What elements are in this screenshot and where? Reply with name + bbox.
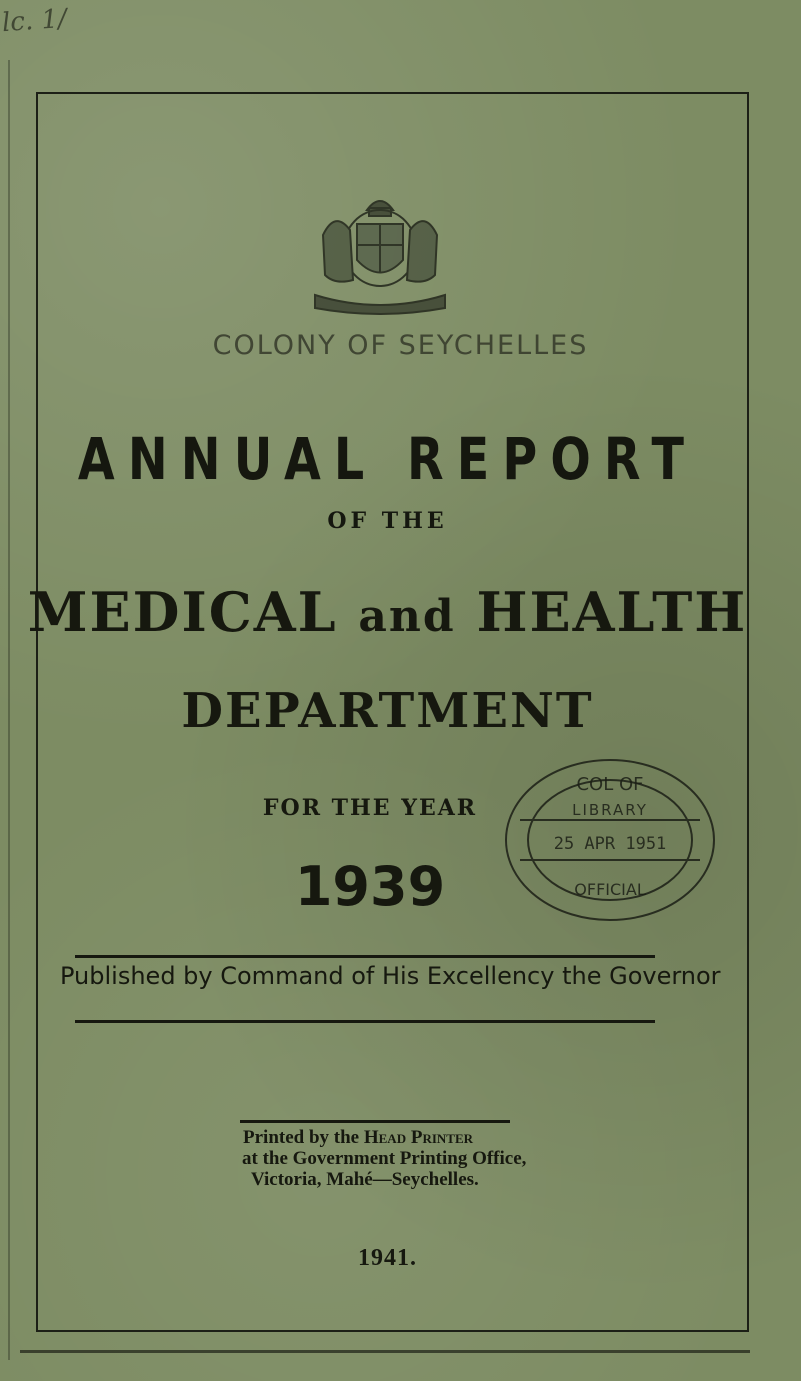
stamp-library-text: LIBRARY	[572, 801, 648, 819]
printer-divider	[240, 1120, 510, 1123]
printer-line-2: at the Government Printing Office,	[242, 1148, 527, 1169]
of-the-text: OF THE	[327, 508, 448, 534]
library-stamp	[500, 755, 720, 925]
and-word: and	[358, 591, 456, 642]
colony-name: COLONY OF SEYCHELLES	[212, 330, 589, 361]
published-by-line: Published by Command of His Excellency the Governor	[60, 962, 721, 990]
cover-bottom-edge	[20, 1350, 750, 1353]
for-the-year-label: FOR THE YEAR	[262, 795, 478, 821]
handwritten-annotation: lc. 1/	[1, 3, 68, 39]
printer-title: Head Printer	[363, 1127, 474, 1148]
department-title-line2: DEPARTMENT	[181, 683, 594, 739]
printer-line-3: Victoria, Mahé—Seychelles.	[251, 1169, 479, 1190]
divider-top	[75, 955, 655, 958]
stamp-bottom-text: OFFICIAL	[574, 880, 646, 899]
health-word: HEALTH	[476, 580, 748, 644]
royal-coat-of-arms-icon	[305, 190, 455, 315]
publication-year: 1941.	[358, 1245, 417, 1271]
printer-line-1	[210, 1127, 570, 1148]
annual-report-title: ANNUAL REPORT	[77, 425, 698, 493]
department-title-line1	[0, 580, 775, 644]
printer-imprint	[210, 1127, 570, 1190]
divider-bottom	[75, 1020, 655, 1023]
printed-by-prefix: Printed by the	[243, 1127, 360, 1148]
report-year: 1939	[294, 855, 446, 918]
stamp-date-text: 25 APR 1951	[553, 834, 667, 854]
stamp-top-text: COL OF	[576, 774, 644, 795]
medical-word: MEDICAL	[27, 580, 338, 644]
